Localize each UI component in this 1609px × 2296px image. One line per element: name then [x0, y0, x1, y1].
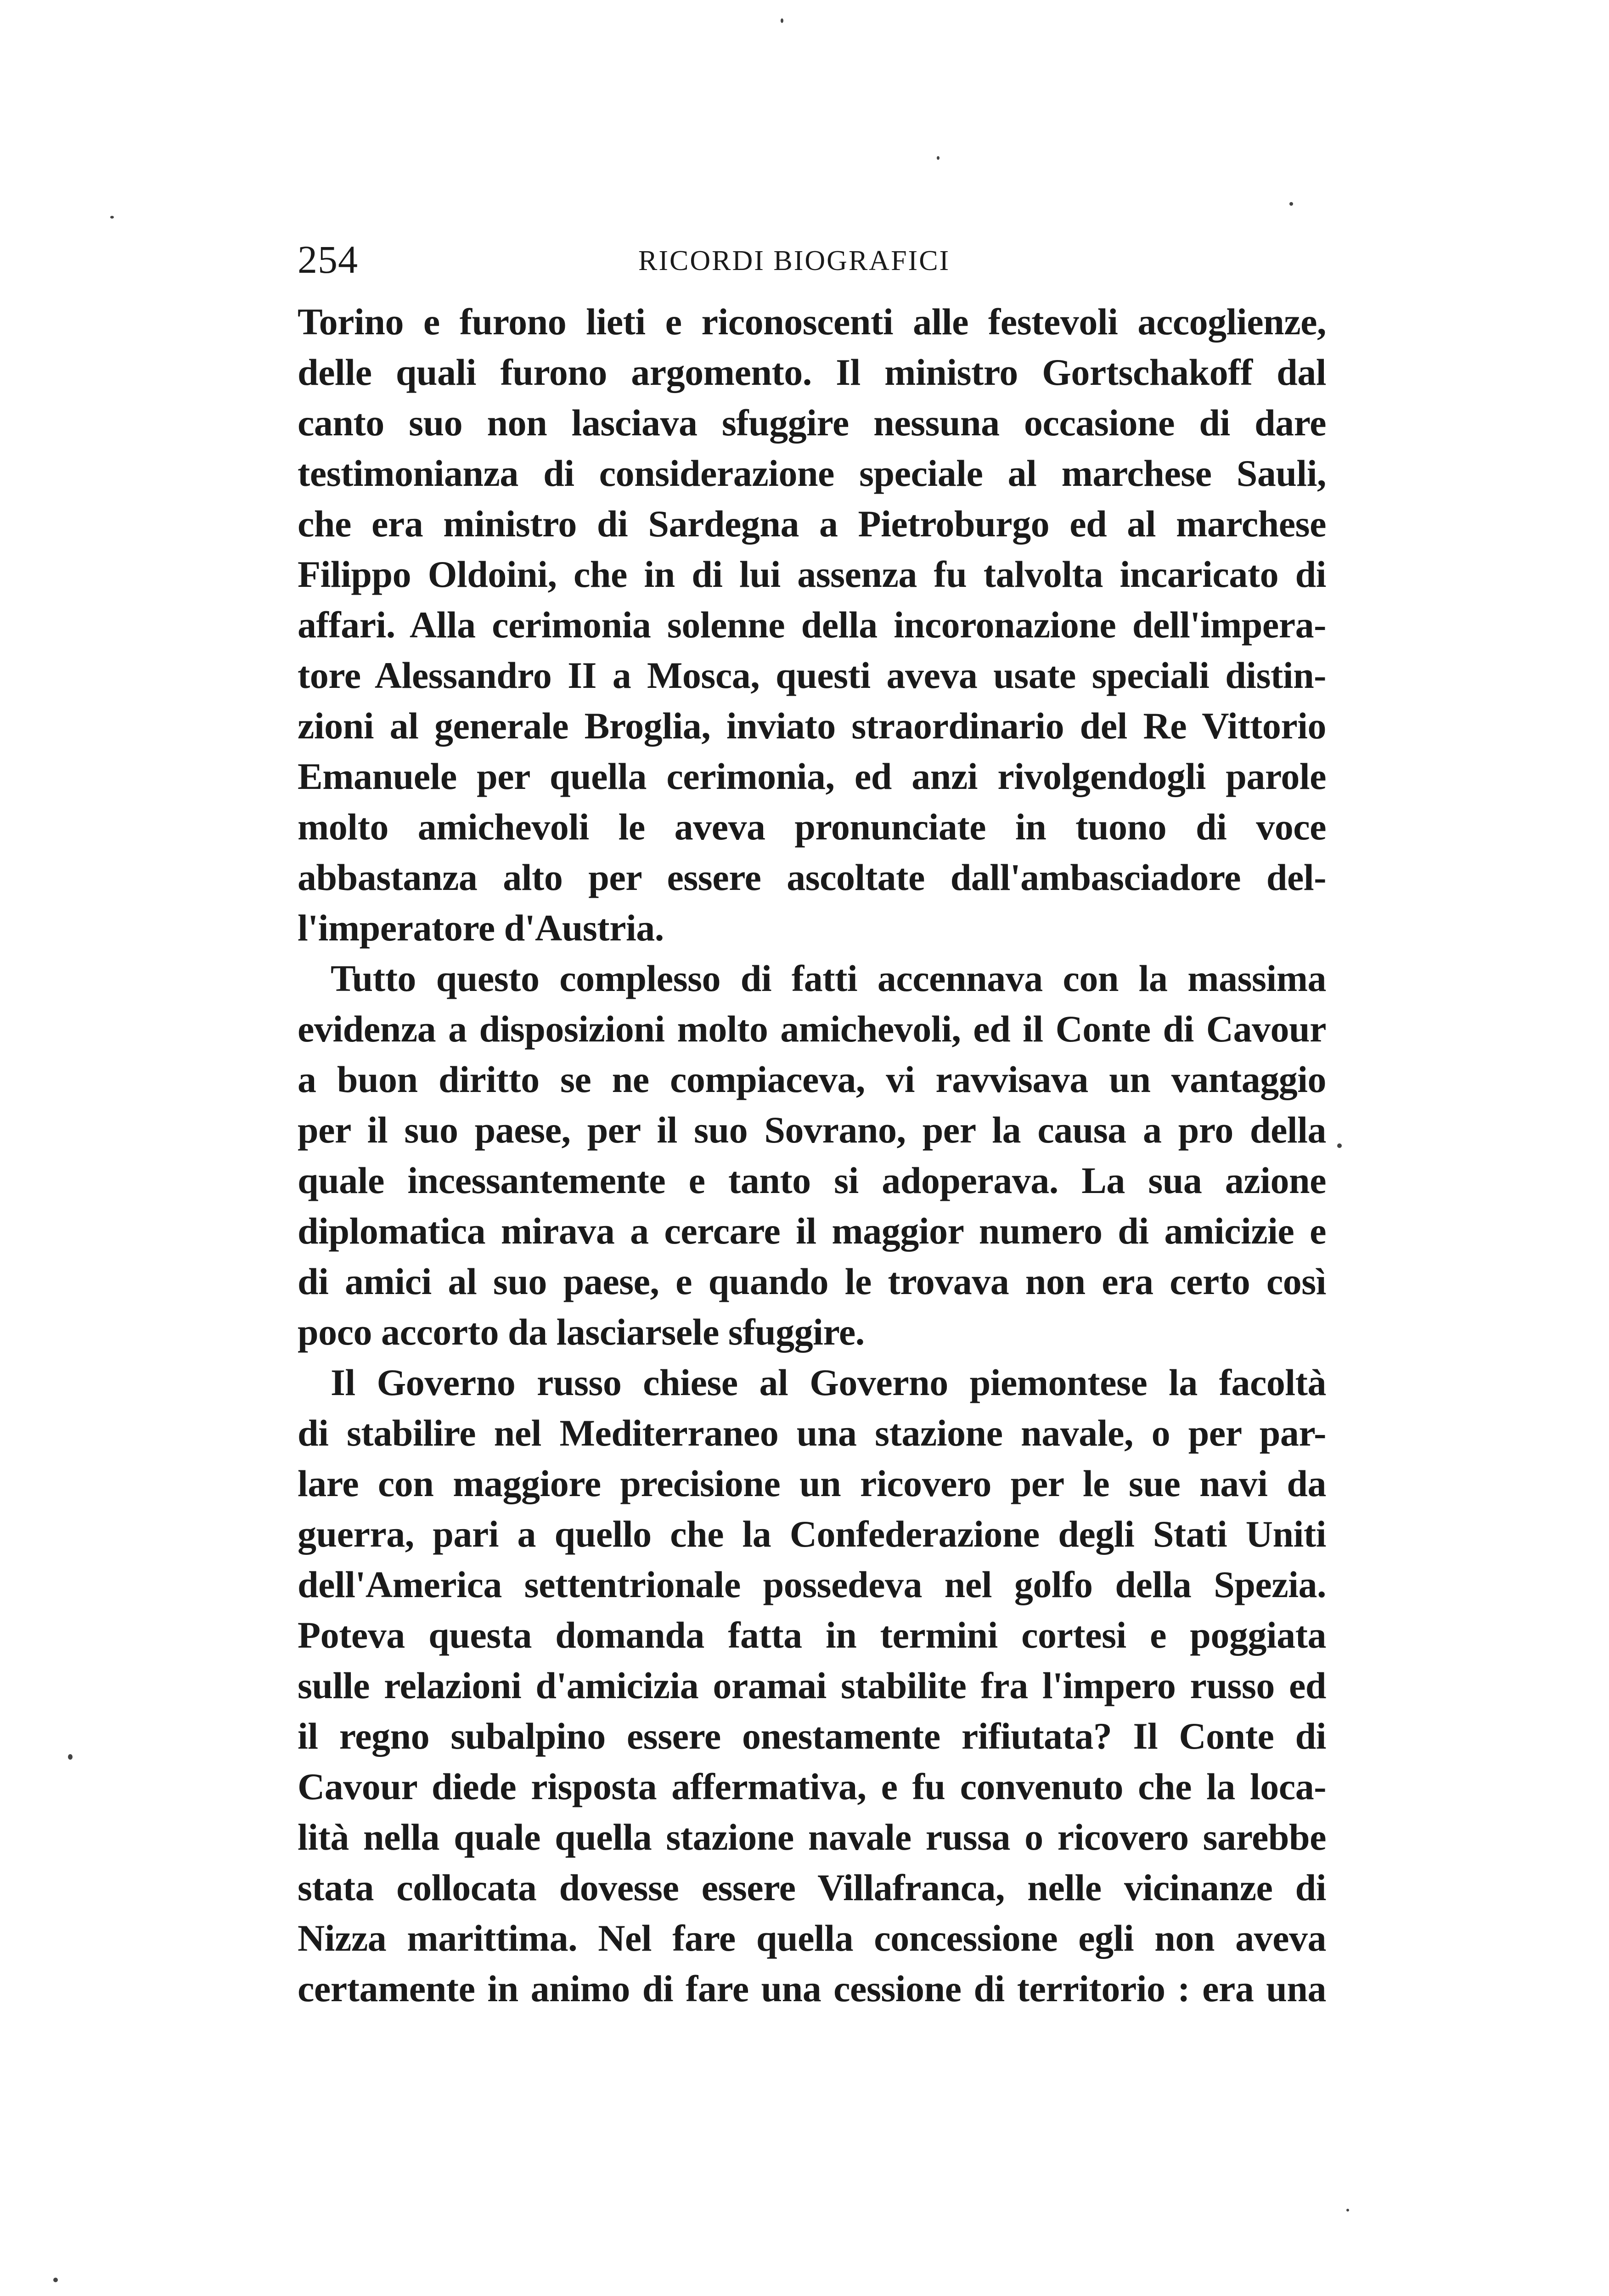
text-line: Cavour diede risposta affermativa, e fu convenuto che la loca-: [298, 1766, 1326, 1807]
text-line: lare con maggiore precisione un ricovero per le sue navi da: [298, 1463, 1326, 1504]
scan-speck: [110, 216, 114, 219]
text-line: quale incessantemente e tanto si adoperava. La sua azione: [298, 1159, 1326, 1201]
scan-speck: [53, 2278, 58, 2282]
text-line: Emanuele per quella cerimonia, ed anzi rivolgendogli parole: [298, 755, 1326, 797]
text-line: tore Alessandro II a Mosca, questi aveva usate speciali distin-: [298, 654, 1326, 696]
text-line: poco accorto da lasciarsele sfuggire.: [298, 1311, 865, 1353]
text-line: abbastanza alto per essere ascoltate dall'ambasciadore del-: [298, 856, 1326, 898]
text-line: a buon diritto se ne compiaceva, vi ravvisava un vantaggio: [298, 1058, 1326, 1100]
text-line: Filippo Oldoini, che in di lui assenza fu talvolta incaricato di: [298, 553, 1326, 595]
text-line: l'imperatore d'Austria.: [298, 907, 664, 949]
text-line: canto suo non lasciava sfuggire nessuna occasione di dare: [298, 402, 1326, 444]
scan-speck: [1346, 2209, 1349, 2212]
running-title: RICORDI BIOGRAFICI: [638, 245, 951, 276]
text-line: affari. Alla cerimonia solenne della incoronazione dell'impera-: [298, 604, 1326, 646]
text-line: di stabilire nel Mediterraneo una stazione navale, o per par-: [298, 1412, 1326, 1454]
text-line: sulle relazioni d'amicizia oramai stabilite fra l'impero russo ed: [298, 1665, 1326, 1706]
text-line: per il suo paese, per il suo Sovrano, per la causa a pro della: [298, 1109, 1326, 1151]
text-line: stata collocata dovesse essere Villafranca, nelle vicinanze di: [298, 1867, 1326, 1908]
text-line: Torino e furono lieti e riconoscenti alle festevoli accoglienze,: [298, 301, 1326, 343]
scan-speck: [937, 156, 940, 160]
scan-speck: [1337, 1143, 1342, 1148]
text-line: Tutto questo complesso di fatti accennava con la massima: [331, 957, 1326, 999]
text-line: Nizza marittima. Nel fare quella concessione egli non aveva: [298, 1917, 1326, 1959]
text-line: delle quali furono argomento. Il ministro Gortschakoff dal: [298, 351, 1326, 393]
text-line: zioni al generale Broglia, inviato straordinario del Re Vittorio: [298, 705, 1326, 747]
text-line: molto amichevoli le aveva pronunciate in tuono di voce: [298, 806, 1326, 848]
text-line: testimonianza di considerazione speciale al marchese Sauli,: [298, 452, 1326, 494]
text-line: diplomatica mirava a cercare il maggior numero di amicizie e: [298, 1210, 1326, 1252]
text-line: Poteva questa domanda fatta in termini cortesi e poggiata: [298, 1614, 1326, 1656]
text-line: Il Governo russo chiese al Governo piemontese la facoltà: [331, 1362, 1326, 1403]
text-line: che era ministro di Sardegna a Pietroburgo ed al marchese: [298, 503, 1326, 545]
text-line: il regno subalpino essere onestamente rifiutata? Il Conte di: [298, 1715, 1326, 1757]
scan-speck: [68, 1754, 73, 1760]
page-header: [298, 234, 1326, 285]
scan-speck: [1289, 202, 1293, 206]
text-line: dell'America settentrionale possedeva nel golfo della Spezia.: [298, 1564, 1326, 1605]
text-line: lità nella quale quella stazione navale russa o ricovero sarebbe: [298, 1816, 1326, 1858]
page-number: 254: [298, 237, 358, 281]
scan-speck: [781, 18, 783, 23]
text-line: di amici al suo paese, e quando le trovava non era certo così: [298, 1261, 1326, 1302]
body-text: [298, 297, 1326, 2014]
text-line: certamente in animo di fare una cessione di territorio : era una: [298, 1968, 1326, 2009]
text-line: evidenza a disposizioni molto amichevoli, ed il Conte di Cavour: [298, 1008, 1326, 1050]
text-line: guerra, pari a quello che la Confederazione degli Stati Uniti: [298, 1513, 1326, 1555]
